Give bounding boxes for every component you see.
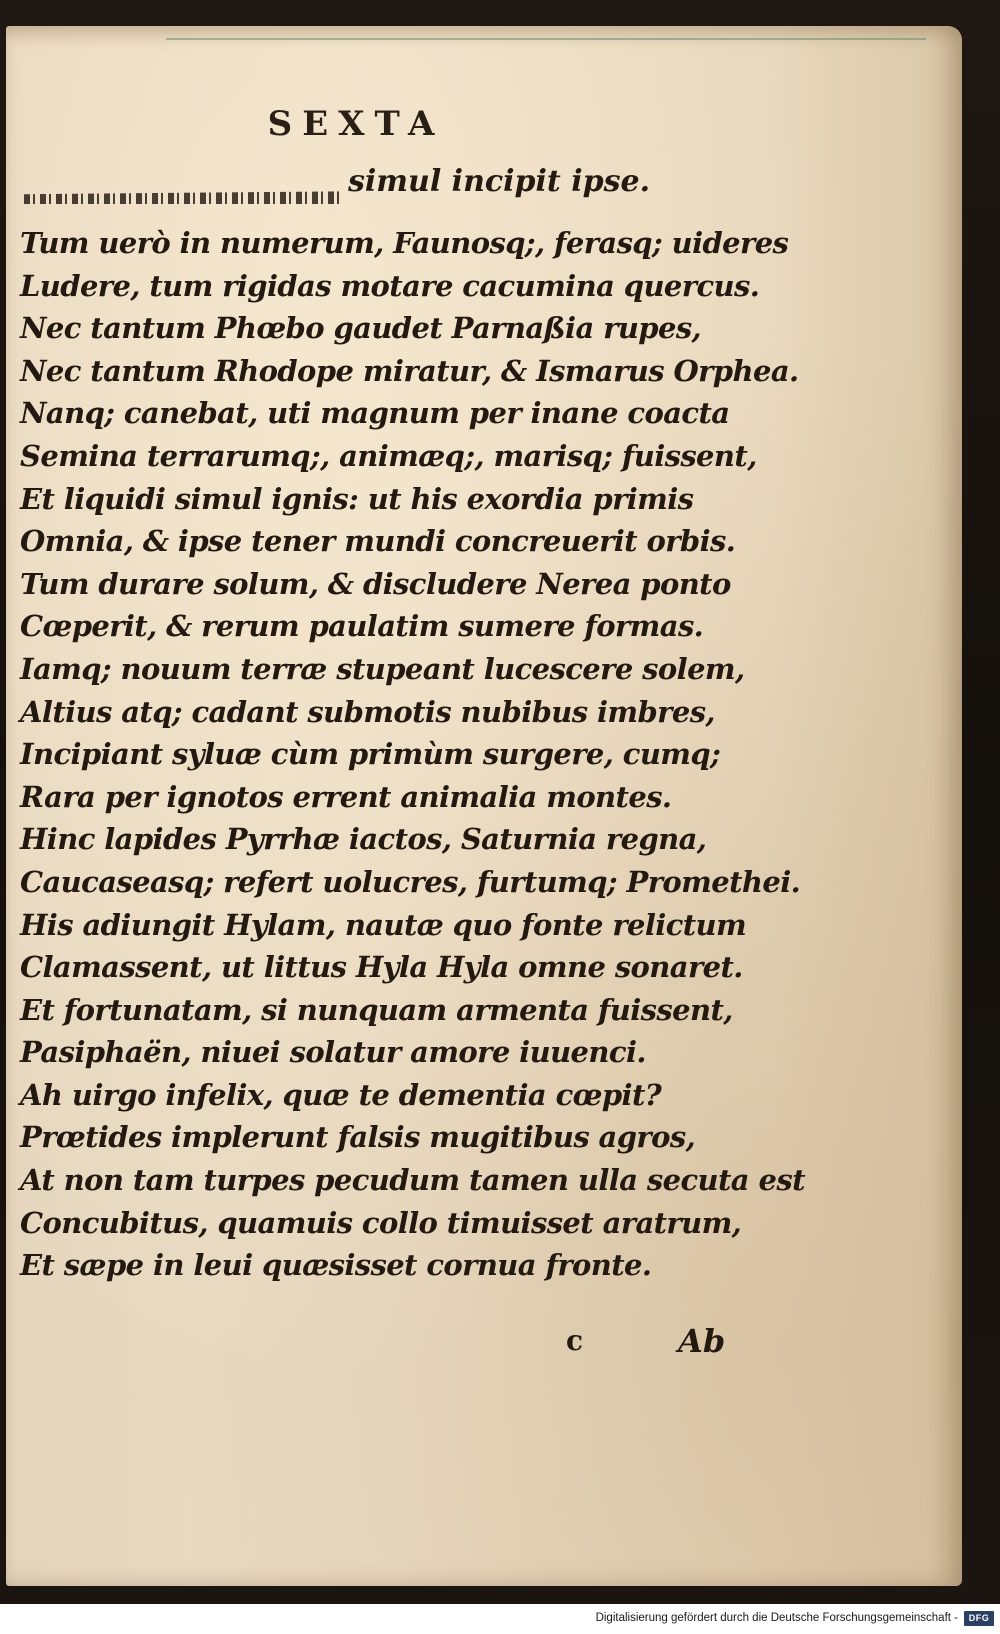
verse-line: Nec tantum Phœbo gaudet Parnaßia rupes, (20, 311, 702, 346)
page-edge-line (166, 38, 926, 40)
verse-line: Pasiphaën, niuei solatur amore iuuenci. (20, 1035, 646, 1070)
verse-line: Et fortunatam, si nunquam armenta fuissent, (20, 992, 733, 1027)
verse-line: Omnia, & ipse tener mundi concreuerit orbis. (20, 524, 736, 559)
verse-line: Caucaseasq; refert uolucres, furtumq; Promethei. (20, 864, 801, 899)
digitization-footer (0, 1604, 1000, 1634)
verse-line: Nanq; canebat, uti magnum per inane coacta (20, 396, 730, 431)
verse-line: Incipiant syluæ cùm primùm surgere, cumq; (20, 737, 721, 772)
cut-off-text-fragment (24, 190, 344, 204)
verse-list (20, 222, 900, 1287)
verse-line: Et liquidi simul ignis: ut his exordia primis (20, 481, 694, 516)
verse-line: Tum uerò in numerum, Faunosq;, ferasq; uideres (20, 226, 789, 260)
verse-line: Iamq; nouum terræ stupeant lucescere solem, (20, 651, 745, 686)
verse-line: Ah uirgo infelix, quæ te dementia cœpit? (20, 1077, 662, 1112)
verse-line: Altius atq; cadant submotis nubibus imbres, (20, 694, 715, 729)
verse-line: Clamassent, ut littus Hyla Hyla omne sonaret. (20, 950, 743, 985)
verse-line: Tum durare solum, & discludere Nerea ponto (20, 566, 731, 601)
verse-line: Hinc lapides Pyrrhæ iactos, Saturnia regna, (20, 822, 707, 857)
running-head: SEXTA (267, 104, 445, 144)
signature-mark: c (566, 1324, 584, 1357)
verse-line: Et sæpe in leui quæsisset cornua fronte. (20, 1248, 652, 1283)
funding-credit: Digitalisierung gefördert durch die Deutsche Forschungsgemeinschaft - (595, 1612, 958, 1624)
verse-line: Prœtides implerunt falsis mugitibus agros, (20, 1120, 696, 1155)
verse-line: His adiungit Hylam, nautæ quo fonte relictum (20, 907, 747, 942)
verse-line: Nec tantum Rhodope miratur, & Ismarus Orphea. (20, 353, 799, 388)
book-page (6, 26, 962, 1586)
verse-line: Concubitus, quamuis collo timuisset aratrum, (20, 1205, 742, 1240)
cut-off-verse-end: simul incipit ipse. (348, 164, 651, 199)
verse-line: Cœperit, & rerum paulatim sumere formas. (20, 609, 704, 644)
verse-line: Semina terrarumq;, animæq;, marisq; fuissent, (20, 438, 757, 473)
dfg-logo (964, 1611, 994, 1626)
verse-line: At non tam turpes pecudum tamen ulla secuta est (20, 1163, 805, 1198)
catchword: Ab (678, 1322, 726, 1360)
cut-off-verse-line (18, 164, 718, 222)
verse-line: Ludere, tum rigidas motare cacumina quercus. (20, 268, 760, 303)
dfg-logo-text: DFG (968, 1613, 990, 1623)
verse-line: Rara per ignotos errent animalia montes. (20, 779, 672, 814)
page-footer-marks (566, 1322, 766, 1362)
